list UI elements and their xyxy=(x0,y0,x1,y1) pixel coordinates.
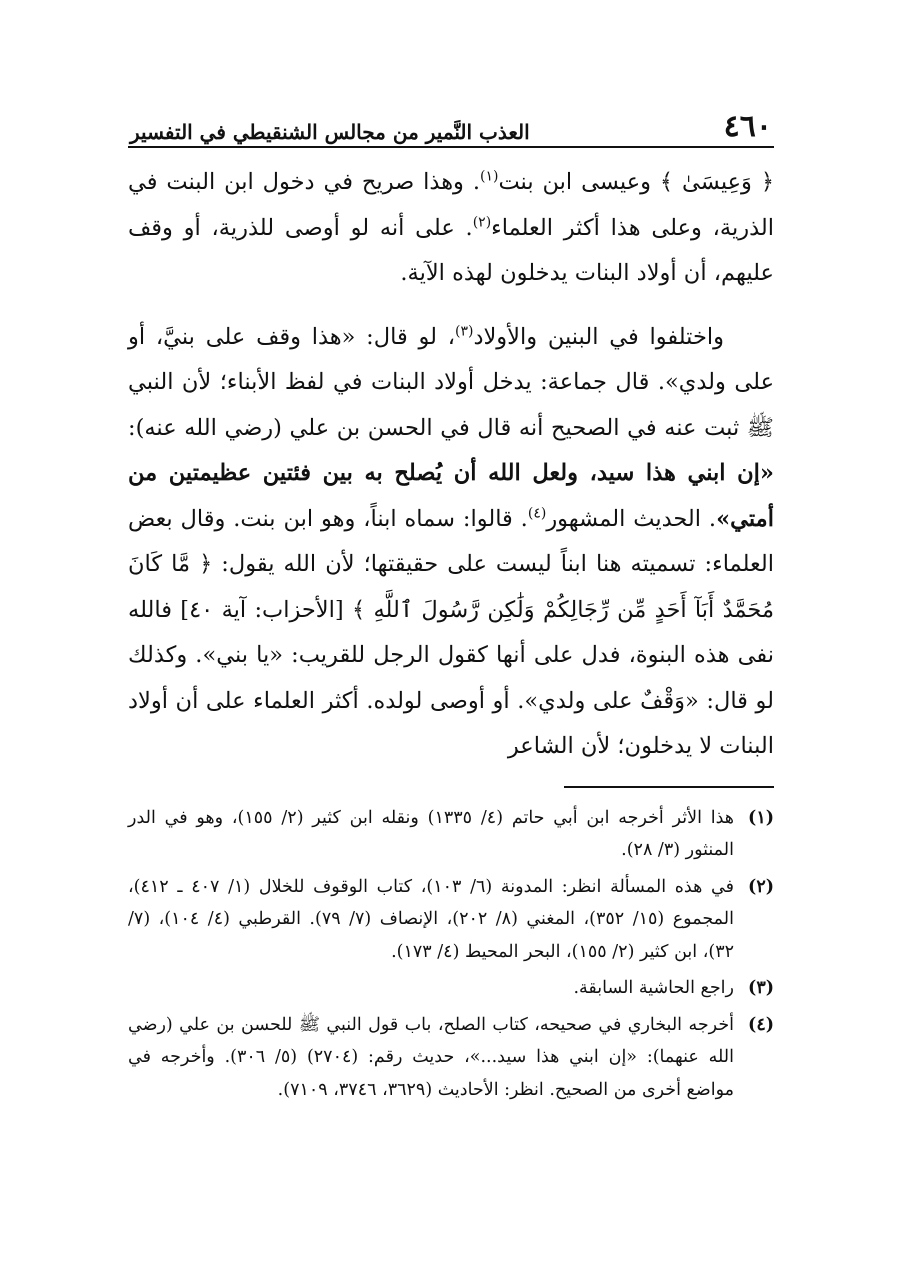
footnotes xyxy=(128,802,774,1107)
p2-text-1: واختلفوا في البنين والأولاد xyxy=(473,323,724,350)
footnote-ref-4[interactable]: (٤) xyxy=(527,505,547,521)
paragraph-2 xyxy=(128,315,774,770)
p2-text-2: ، لو قال: «هذا وقف على بنيَّ، أو على ولدي». قال جماعة: يدخل أولاد البنات في لفظ الأبناء؛ لأن النبي ﷺ ثبت عنه في الصحيح أنه قال في الحسن بن علي (رضي الله عنه): xyxy=(128,323,774,441)
footnote-divider xyxy=(564,786,774,788)
footnote-1 xyxy=(128,802,774,867)
footnote-text: هذا الأثر أخرجه ابن أبي حاتم (٤/ ١٣٣٥) ونقله ابن كثير (٢/ ١٥٥)، وهو في الدر المنثور (٣/ ٢٨). xyxy=(128,807,735,860)
footnote-ref-1[interactable]: (١) xyxy=(480,168,499,185)
p2-text-5: [الأحزاب: آية ٤٠] فالله نفى هذه البنوة، فدل على أنها كقول الرجل للقريب: «يا بني». وكذلك لو قال: «وَقْفٌ على ولدي». أو أوصى لولده. أكثر العلماء على أن أولاد البنات لا يدخلون؛ لأن الشاعر xyxy=(128,596,774,759)
p1-text-2: . وهذا صريح في دخول ابن البنت في الذرية، وعلى هذا أكثر العلماء xyxy=(128,169,774,241)
book-title: العذب النَّمير من مجالس الشنقيطي في التفسير xyxy=(130,120,530,144)
footnote-2 xyxy=(128,871,774,969)
footnote-number: (٤) xyxy=(748,1014,774,1035)
footnote-ref-3[interactable]: (٣) xyxy=(454,323,474,339)
quran-verse: ﴿ مَّا كَانَ مُحَمَّدٌ أَبَآ أَحَدٍ مِّن رِّجَالِكُمْ وَلَٰكِن رَّسُولَ ٱللَّهِ ﴾ xyxy=(128,551,774,623)
hadith-quote: «إن ابني هذا سيد، ولعل الله أن يُصلح به بين فئتين عظيمتين من أمتي» xyxy=(128,460,774,532)
footnote-text: في هذه المسألة انظر: المدونة (٦/ ١٠٣)، كتاب الوقوف للخلال (١/ ٤٠٧ ـ ٤١٢)، المجموع (١٥/ ٣٥٢)، المغني (٨/ ٢٠٢)، الإنصاف (٧/ ٧٩). القرطبي (٤/ ١٠٤)، (٧/ ٣٢)، ابن كثير (٢/ ١٥٥)، البحر المحيط (٤/ ١٧٣). xyxy=(128,876,734,962)
footnote-number: (٣) xyxy=(748,978,774,998)
footnote-4 xyxy=(128,1009,774,1107)
page-header xyxy=(128,96,774,148)
p2-text-3: . الحديث المشهور xyxy=(546,505,717,532)
footnote-3 xyxy=(128,972,774,1005)
footnote-ref-2[interactable]: (٢) xyxy=(472,214,492,230)
footnote-text: أخرجه البخاري في صحيحه، كتاب الصلح، باب قول النبي ﷺ للحسن بن علي (رضي الله عنهما): «إن ابني هذا سيد...»، حديث رقم: (٢٧٠٤) (٥/ ٣٠٦). وأخرجه في مواضع أخرى من الصحيح. انظر: الأحاديث (٣٦٢٩، ٣٧٤٦، ٧١٠٩). xyxy=(128,1014,734,1100)
paragraph-1 xyxy=(128,160,774,297)
page-number: ٤٦٠ xyxy=(723,109,772,144)
footnote-text: راجع الحاشية السابقة. xyxy=(573,978,734,998)
footnote-number: (٢) xyxy=(748,876,774,897)
p1-text-1: ﴿ وَعِيسَىٰ ﴾ وعيسى ابن بنت xyxy=(498,169,775,195)
main-text xyxy=(128,160,774,770)
p1-text-3: . على أنه لو أوصى للذرية، أو وقف عليهم، أن أولاد البنات يدخلون لهذه الآية. xyxy=(128,214,774,286)
p2-text-4: . قالوا: سماه ابناً، وهو ابن بنت. وقال بعض العلماء: تسميته هنا ابناً ليست على حقيقتها؛ لأن الله يقول: xyxy=(128,505,774,577)
book-page xyxy=(128,96,774,1110)
footnote-number: (١) xyxy=(748,807,774,828)
